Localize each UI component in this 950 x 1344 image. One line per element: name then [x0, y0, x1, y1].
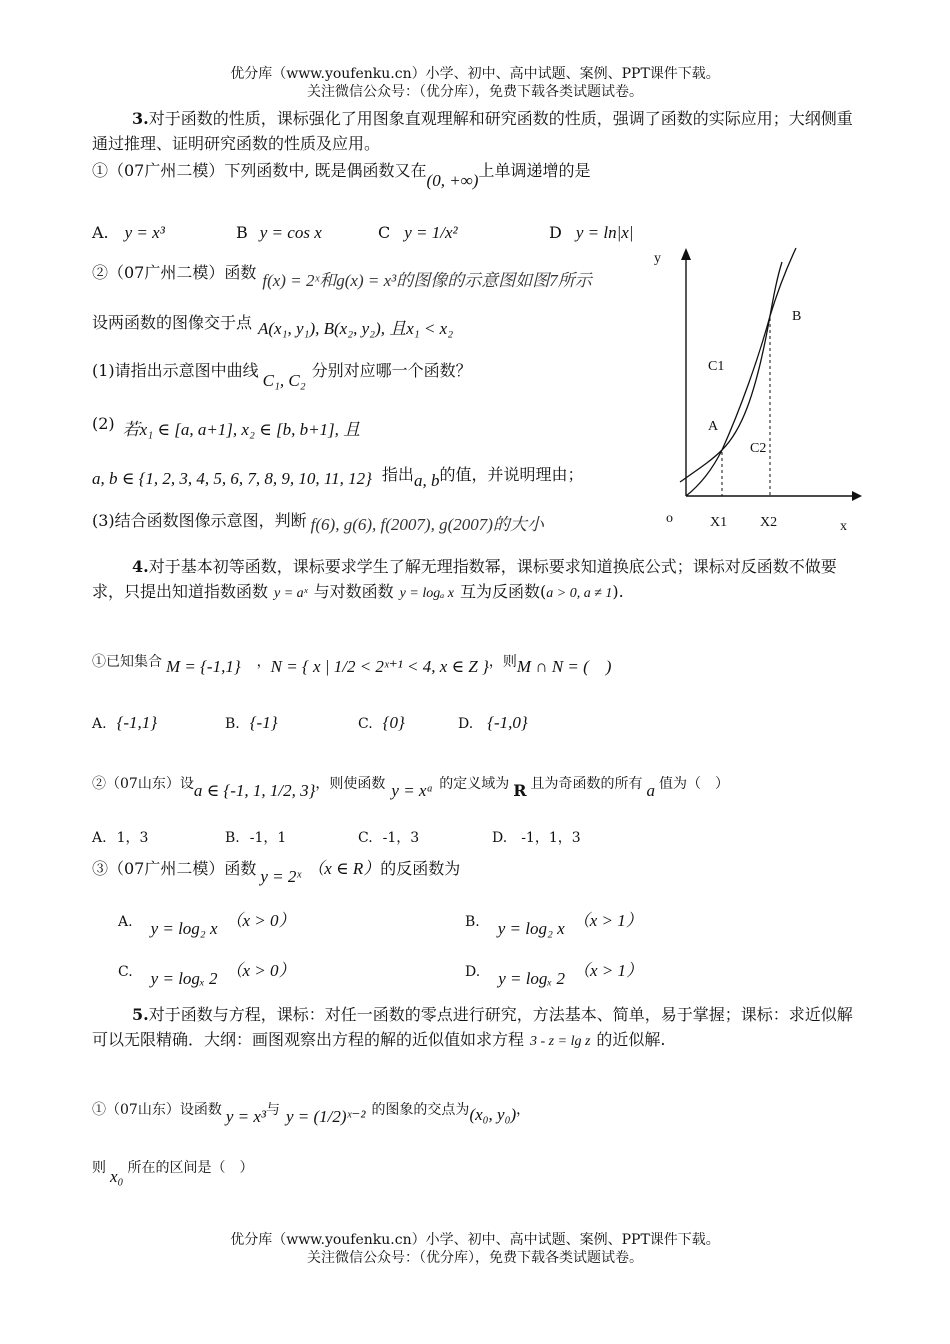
option-label: D	[549, 223, 562, 242]
sec3-q2-line2	[92, 312, 454, 338]
sec3-q2-part3-expr: f(6), g(6), f(2007), g(2007)的大小	[310, 515, 544, 534]
curve-c1-label: C1	[708, 359, 725, 374]
sec3-q2-points: A(x₁, y₁), B(x₂, y₂), 且x₁ < x₂	[258, 319, 454, 338]
sec3-q2-part1	[92, 360, 472, 390]
x-axis-arrow-icon	[852, 491, 862, 501]
function-graph-figure	[640, 240, 870, 540]
sec4-q3	[92, 858, 461, 886]
y-axis-label: y	[654, 251, 661, 266]
point-b-label: B	[792, 309, 802, 324]
option-expr: {-1,0}	[487, 713, 528, 732]
sec4-q3-cond: （x ∈ R）	[307, 859, 381, 878]
sec4-q2-set: a ∈ {-1, 1, 1/2, 3}	[193, 781, 316, 800]
option-label: A.	[92, 830, 107, 846]
sec3-q1-tail: 上单调递增的是	[478, 161, 591, 180]
option-expr: y = logₓ 2	[498, 969, 566, 988]
sec4-q3-option-b	[465, 910, 643, 938]
option-expr: {0}	[382, 713, 405, 732]
sec5-intro	[92, 1003, 862, 1053]
sec4-log-func: y = logₐ x	[399, 585, 455, 601]
sec3-q1-text: ①（07广州二模）下列函数中, 既是偶函数又在	[92, 161, 427, 180]
option-label: C	[378, 223, 391, 242]
sec5-equation: 3 - z = lg z	[530, 1033, 591, 1049]
sec4-q1-option-c	[358, 712, 405, 734]
sec5-q1-tail2: 所在的区间是（ ）	[127, 1160, 254, 1176]
sec4-intro-text: 对于基本初等函数，课标要求学生了解无理指数幂，课标要求知道换底公式；课标对反函数不做要求，只提出知道指数函数	[92, 557, 837, 601]
option-expr: y = ln|x|	[575, 223, 634, 242]
x-axis-label: x	[840, 519, 847, 534]
sec3-q2-text: ②（07广州二模）函数	[92, 263, 257, 282]
option-expr: {-1,1}	[116, 713, 158, 732]
option-label: B.	[225, 716, 240, 732]
sec5-q1-line2	[92, 1156, 254, 1186]
sec3-intro	[92, 107, 862, 157]
option-expr: y = log₂ x	[150, 919, 218, 938]
point-a-label: A	[708, 419, 719, 434]
sec4-q3-func: y = 2ˣ	[260, 867, 302, 886]
sec4-q3-option-d	[465, 960, 644, 988]
sec4-q2-tail: 且为奇函数的所有	[530, 776, 643, 792]
sec3-q2-part3-text: (3)结合函数图像示意图，判断	[92, 511, 307, 530]
option-label: D.	[492, 830, 508, 846]
sec4-q2-func: y = xᵃ	[391, 781, 434, 800]
option-label: C.	[118, 964, 133, 980]
option-expr: y = logₓ 2	[150, 969, 218, 988]
x1-label: X1	[710, 515, 728, 530]
sec4-q2-mid2: 的定义域为	[439, 776, 510, 792]
option-expr: y = 1/x²	[404, 223, 458, 242]
sec4-q2-tail2: 值为（ ）	[659, 776, 730, 792]
sec5-number: 5.	[132, 1005, 149, 1024]
header-line-2: 关注微信公众号：（优分库），免费下载各类试题试卷。	[307, 84, 643, 100]
sec5-q1-and: 与	[266, 1102, 280, 1118]
sec4-q1-set-n: N = { x | 1/2 < 2ˣ⁺¹ < 4, x ∈ Z }	[270, 657, 489, 676]
sec5-q1-line2-text: 则	[92, 1160, 106, 1176]
option-label: B.	[465, 914, 480, 930]
sec4-q2-option-d	[492, 830, 581, 848]
option-expr: -1，1	[249, 830, 287, 846]
sec4-number: 4.	[132, 557, 149, 576]
sec4-intro-mid: 与对数函数	[313, 581, 394, 601]
sec4-q1-ask: M ∩ N = ( )	[516, 657, 612, 676]
sec4-exp-func: y = aˣ	[274, 585, 308, 601]
sec4-q1-text: ①已知集合	[92, 654, 162, 670]
sec4-q2	[92, 772, 730, 800]
y-axis-arrow-icon	[681, 248, 691, 260]
sec4-q2-option-c	[358, 830, 419, 848]
sec3-q2	[92, 262, 592, 290]
sec3-q2-expr: f(x) = 2ˣ和g(x) = x³的图像的示意图如图7所示	[262, 271, 592, 290]
sec3-q1-option-d	[549, 222, 633, 243]
footer-line-2: 关注微信公众号：（优分库），免费下载各类试题试卷。	[307, 1250, 643, 1266]
sec4-q3-option-a	[118, 910, 296, 938]
curve-c2	[686, 248, 796, 496]
sec3-q2-part1-text: (1)请指出示意图中曲线	[92, 361, 259, 380]
option-label: D.	[465, 964, 481, 980]
sec3-q2-part2-tail2: 的值，并说明理由；	[439, 465, 584, 484]
option-cond: （x > 0）	[225, 911, 296, 930]
option-cond: （x > 1）	[572, 911, 643, 930]
sec5-q1: ①（07山东）设函数 y = x³与 y = (1/2)ˣ⁻² 的图象的交点为(x₀, y₀)，	[92, 1102, 531, 1126]
sec4-intro	[92, 555, 862, 605]
sec4-q1: ①已知集合 M = {-1,1} ，N = { x | 1/2 < 2ˣ⁺¹ < 4, x ∈ Z }，则M ∩ N = ( )	[92, 654, 612, 676]
sec3-q1	[92, 160, 591, 190]
option-label: A.	[92, 223, 109, 242]
sec3-q2-part2-tail: 指出	[381, 465, 414, 484]
sec5-q1-func-f: y = x³	[225, 1107, 266, 1126]
x2-label: X2	[760, 515, 778, 530]
footer-line-1: 优分库（www.youfenku.cn）小学、初中、高中试题、案例、PPT课件下载。	[230, 1232, 720, 1248]
sec5-intro-tail: 的近似解.	[596, 1029, 666, 1049]
sec3-q2-part2	[92, 413, 361, 439]
sec3-q2-line2-text: 设两函数的图像交于点	[92, 313, 253, 332]
option-cond: （x > 1）	[573, 961, 644, 980]
option-expr: y = x³	[124, 223, 165, 242]
sec5-q1-text: ①（07山东）设函数	[92, 1102, 222, 1118]
sec4-intro-tail: 互为反函数(	[460, 581, 547, 601]
sec4-q2-r: R	[513, 781, 527, 800]
sec4-q1-option-d	[458, 712, 528, 734]
sec4-q2-option-a	[92, 830, 148, 848]
sec4-q2-option-b	[225, 830, 286, 848]
option-label: C.	[358, 716, 373, 732]
option-label: A.	[118, 914, 133, 930]
curve-c1	[680, 262, 782, 482]
sec5-q1-tail: 的图象的交点为	[371, 1102, 470, 1118]
sec3-q2-part3	[92, 510, 544, 534]
sec4-q3-tail: 的反函数为	[380, 859, 461, 878]
option-expr: y = log₂ x	[497, 919, 565, 938]
header-line-1: 优分库（www.youfenku.cn）小学、初中、高中试题、案例、PPT课件下载。	[230, 66, 720, 82]
option-label: B	[236, 223, 248, 242]
sec3-q2-part2-expr: 若x₁ ∈ [a, a+1], x₂ ∈ [b, b+1], 且	[122, 420, 361, 439]
option-label: A.	[92, 716, 107, 732]
sec4-q1-set-m: M = {-1,1}	[166, 657, 241, 676]
sec4-q2-a: a	[646, 781, 656, 800]
option-expr: 1，3	[116, 830, 149, 846]
sec3-number: 3.	[132, 109, 149, 128]
option-expr: -1，1，3	[521, 830, 581, 846]
sec4-q1-option-a	[92, 712, 157, 734]
sec3-q2-part2-label: (2)	[92, 414, 115, 433]
option-label: C.	[358, 830, 373, 846]
option-label: B.	[225, 830, 240, 846]
sec4-q1-option-b	[225, 712, 278, 734]
sec3-q1-option-c	[378, 222, 458, 243]
option-label: D.	[458, 716, 474, 732]
sec3-q1-option-b	[236, 222, 322, 243]
sec4-q2-text: ②（07山东）设	[92, 776, 194, 792]
sec4-q1-tail: ，则	[488, 654, 517, 670]
sec3-q1-option-a	[92, 222, 165, 243]
sec3-q2-part2-line2	[92, 464, 584, 490]
sec3-q2-ab: a, b	[413, 471, 440, 490]
sec4-q3-text: ③（07广州二模）函数	[92, 859, 257, 878]
sec4-cond: a > 0, a ≠ 1	[546, 585, 613, 601]
sec5-q1-x0: x₀	[110, 1167, 124, 1186]
option-expr: y = cos x	[259, 223, 322, 242]
sec5-q1-point: (x₀, y₀)	[469, 1105, 517, 1124]
sec3-intro-text: 对于函数的性质，课标强化了用图象直观理解和研究函数的性质，强调了函数的实际应用；大纲侧重通过推理、证明研究函数的性质及应用。	[92, 109, 853, 153]
sec3-q1-interval: (0, +∞)	[426, 171, 479, 190]
sec4-q3-option-c	[118, 960, 296, 988]
option-expr: {-1}	[249, 713, 278, 732]
curve-c2-label: C2	[750, 441, 767, 456]
sec5-q1-func-g: y = (1/2)ˣ⁻²	[286, 1107, 366, 1126]
sec3-q2-part1-tail: 分别对应哪一个函数？	[311, 361, 472, 380]
sec5-intro-text: 对于函数与方程，课标：对任一函数的零点进行研究，方法基本、简单，易于掌握；课标：求近似解可以无限精确．大纲：画图观察出方程的解的近似值如求方程	[92, 1005, 853, 1049]
sec4-q2-mid: ，则使函数	[315, 776, 386, 792]
origin-label: o	[666, 511, 673, 526]
option-cond: （x > 0）	[225, 961, 296, 980]
sec3-q2-curves: C₁, C₂	[262, 371, 306, 390]
sec3-q2-set: a, b ∈ {1, 2, 3, 4, 5, 6, 7, 8, 9, 10, 11, 12}	[92, 469, 372, 488]
sec4-intro-tail2: ).	[612, 581, 624, 601]
option-expr: -1，3	[382, 830, 420, 846]
